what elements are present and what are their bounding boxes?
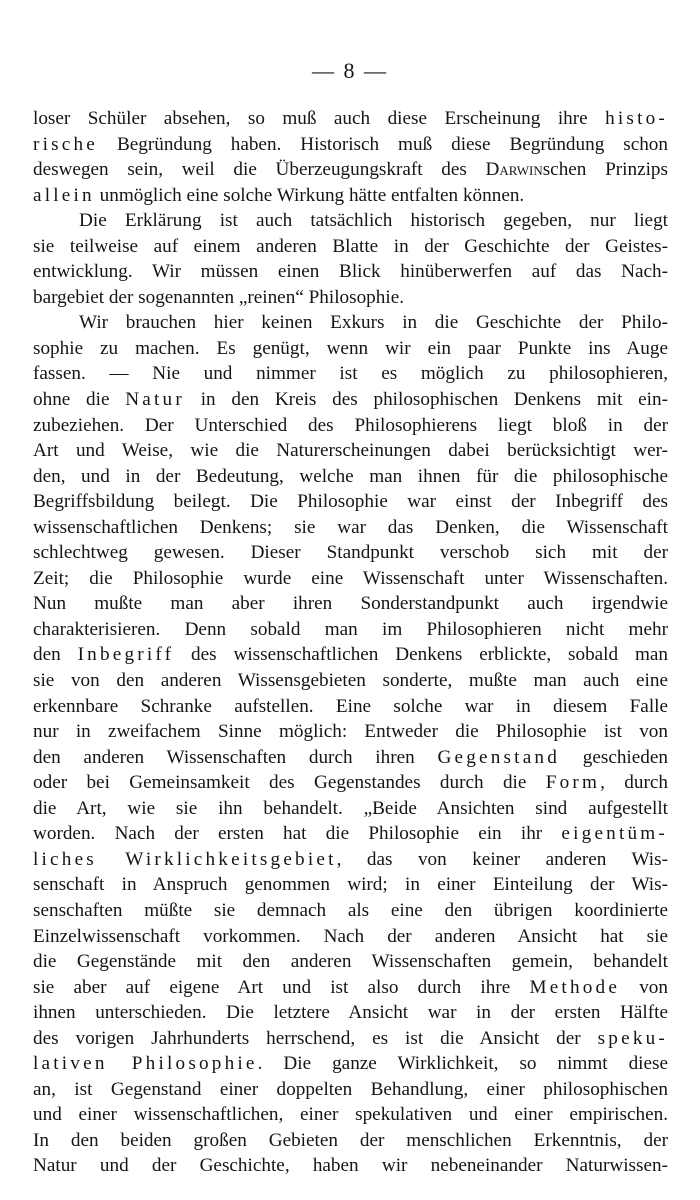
spaced-emphasis-text: Natur: [125, 389, 185, 411]
text-line: [33, 489, 668, 515]
text-line: [33, 208, 668, 234]
text-segment: Einzelwissenschaft vorkommen. Nach der anderen Ansicht hat sie: [33, 925, 668, 947]
text-line: [33, 413, 668, 439]
text-segment: und einer wissenschaftlichen, einer spekulativen und einer empirischen.: [33, 1104, 668, 1126]
text-segment: charakterisieren. Denn sobald man im Philosophieren nicht mehr: [33, 618, 668, 640]
text-segment: senschaft in Anspruch genommen wird; in einer Einteilung der Wis-: [33, 874, 668, 896]
text-segment: . Die ganze Wirklichkeit, so nimmt diese: [257, 1053, 668, 1075]
text-line: [33, 949, 668, 975]
text-line: [33, 1128, 668, 1154]
text-segment: ihnen unterschieden. Die letztere Ansicht war in der ersten Hälfte: [33, 1002, 668, 1024]
text-segment: sie aber auf eigene Art und ist also durch ihre: [33, 976, 530, 998]
text-segment: sie von den anderen Wissensgebieten sonderte, mußte man auch eine: [33, 670, 668, 692]
text-segment: den, und in der Bedeutung, welche man ihnen für die philosophische: [33, 465, 668, 487]
text-segment: schlechtweg gewesen. Dieser Standpunkt verschob sich mit der: [33, 542, 668, 564]
text-line: [33, 361, 668, 387]
text-segment: bargebiet der sogenannten „reinen“ Philosophie.: [33, 286, 405, 308]
spaced-emphasis-text: liches Wirklichkeitsgebiet: [33, 848, 337, 870]
text-line: [33, 694, 668, 720]
text-line: [33, 310, 668, 336]
spaced-emphasis-text: Methode: [529, 976, 621, 998]
small-caps-name: Darwin: [485, 159, 543, 181]
text-line: [33, 438, 668, 464]
text-line: [33, 566, 668, 592]
spaced-emphasis-text: rische: [33, 133, 99, 155]
text-segment: fassen. — Nie und nimmer ist es möglich zu philosophieren,: [33, 363, 668, 385]
text-line: [33, 387, 668, 413]
text-segment: entwicklung. Wir müssen einen Blick hinüberwerfen auf das Nach-: [33, 261, 668, 283]
text-line: [33, 924, 668, 950]
spaced-emphasis-text: allein: [33, 184, 95, 206]
text-segment: oder bei Gemeinsamkeit des Gegenstandes durch die: [33, 772, 546, 794]
text-line: [33, 234, 668, 260]
text-segment: Zeit; die Philosophie wurde eine Wissenschaft unter Wissenschaften.: [33, 567, 668, 589]
text-line: [33, 132, 668, 158]
text-segment: loser Schüler absehen, so muß auch diese Erscheinung ihre: [33, 108, 606, 129]
text-line: [33, 336, 668, 362]
text-segment: den anderen Wissenschaften durch ihren: [33, 746, 438, 768]
spaced-emphasis-text: lativen Philosophie: [33, 1053, 258, 1075]
text-segment: in den Kreis des philosophischen Denkens mit ein-: [184, 389, 668, 411]
text-segment: , durch: [600, 772, 668, 794]
text-line: [33, 770, 668, 796]
text-line: [33, 668, 668, 694]
text-segment: Nun mußte man aber ihren Sonderstandpunkt auch irgendwie: [33, 593, 668, 615]
text-segment: schen Prinzips: [542, 159, 668, 181]
text-line: [33, 847, 668, 873]
text-line: [33, 106, 668, 132]
text-segment: die Gegenstände mit den anderen Wissenschaften gemein, behandelt: [33, 951, 668, 973]
text-segment: Begriffsbildung beilegt. Die Philosophie war einst der Inbegriff des: [33, 491, 668, 513]
body-text: [33, 106, 668, 1179]
text-line: [33, 464, 668, 490]
text-segment: zubeziehen. Der Unterschied des Philosophierens liegt bloß in der: [33, 414, 668, 436]
text-segment: Begründung haben. Historisch muß diese Begründung schon: [98, 133, 668, 155]
text-segment: worden. Nach der ersten hat die Philosophie ein ihr: [33, 823, 562, 845]
page-number: — 8 —: [312, 58, 388, 83]
text-segment: deswegen sein, weil die Überzeugungskraft des: [33, 159, 486, 181]
spaced-emphasis-text: Inbegriff: [77, 644, 175, 666]
text-line: [33, 157, 668, 183]
text-segment: sophie zu machen. Es genügt, wenn wir ein paar Punkte ins Auge: [33, 337, 668, 359]
text-line: [33, 259, 668, 285]
text-segment: des vorigen Jahrhunderts herrschend, es ist die Ansicht der: [33, 1027, 598, 1049]
spaced-emphasis-text: speku-: [597, 1027, 668, 1049]
text-segment: wissenschaftlichen Denkens; sie war das Denken, die Wissenschaft: [33, 516, 668, 538]
text-line: [33, 872, 668, 898]
text-line: [33, 1153, 668, 1179]
text-line: [33, 719, 668, 745]
text-line: [33, 183, 668, 209]
text-segment: den: [33, 644, 78, 666]
text-line: [33, 642, 668, 668]
text-segment: , das von keiner anderen Wis-: [336, 848, 668, 870]
text-segment: Die Erklärung ist auch tatsächlich historisch gegeben, nur liegt: [79, 210, 668, 232]
text-line: [33, 515, 668, 541]
text-line: [33, 1026, 668, 1052]
text-segment: Art und Weise, wie die Naturerscheinungen dabei berücksichtigt wer-: [33, 440, 668, 462]
text-line: [33, 617, 668, 643]
text-line: [33, 1000, 668, 1026]
text-line: [33, 796, 668, 822]
spaced-emphasis-text: histo-: [605, 108, 668, 129]
text-segment: geschieden: [560, 746, 668, 768]
text-segment: an, ist Gegenstand einer doppelten Behandlung, einer philosophischen: [33, 1078, 668, 1100]
text-line: [33, 745, 668, 771]
text-segment: Wir brauchen hier keinen Exkurs in die Geschichte der Philo-: [79, 312, 668, 334]
text-line: [33, 821, 668, 847]
text-line: [33, 285, 668, 311]
text-segment: ohne die: [33, 389, 126, 411]
text-segment: senschaften müßte sie demnach als eine den übrigen koordinierte: [33, 899, 668, 921]
text-segment: nur in zweifachem Sinne möglich: Entweder die Philosophie ist von: [33, 721, 668, 743]
text-line: [33, 1077, 668, 1103]
text-segment: Natur und der Geschichte, haben wir nebeneinander Naturwissen-: [33, 1155, 668, 1177]
text-line: [33, 1051, 668, 1077]
text-segment: erkennbare Schranke aufstellen. Eine solche war in diesem Falle: [33, 695, 668, 717]
text-line: [33, 591, 668, 617]
spaced-emphasis-text: Gegenstand: [437, 746, 561, 768]
text-line: [33, 1102, 668, 1128]
text-segment: von: [620, 976, 668, 998]
text-segment: des wissenschaftlichen Denkens erblickte, sobald man: [174, 644, 668, 666]
spaced-emphasis-text: eigentüm-: [561, 823, 668, 845]
text-line: [33, 975, 668, 1001]
spaced-emphasis-text: Form: [545, 772, 601, 794]
text-line: [33, 540, 668, 566]
text-segment: unmöglich eine solche Wirkung hätte entfalten können.: [94, 184, 525, 206]
text-line: [33, 898, 668, 924]
text-segment: In den beiden großen Gebieten der menschlichen Erkenntnis, der: [33, 1129, 668, 1151]
text-segment: die Art, wie sie ihn behandelt. „Beide Ansichten sind aufgestellt: [33, 797, 668, 819]
text-segment: sie teilweise auf einem anderen Blatte in der Geschichte der Geistes-: [33, 235, 668, 257]
